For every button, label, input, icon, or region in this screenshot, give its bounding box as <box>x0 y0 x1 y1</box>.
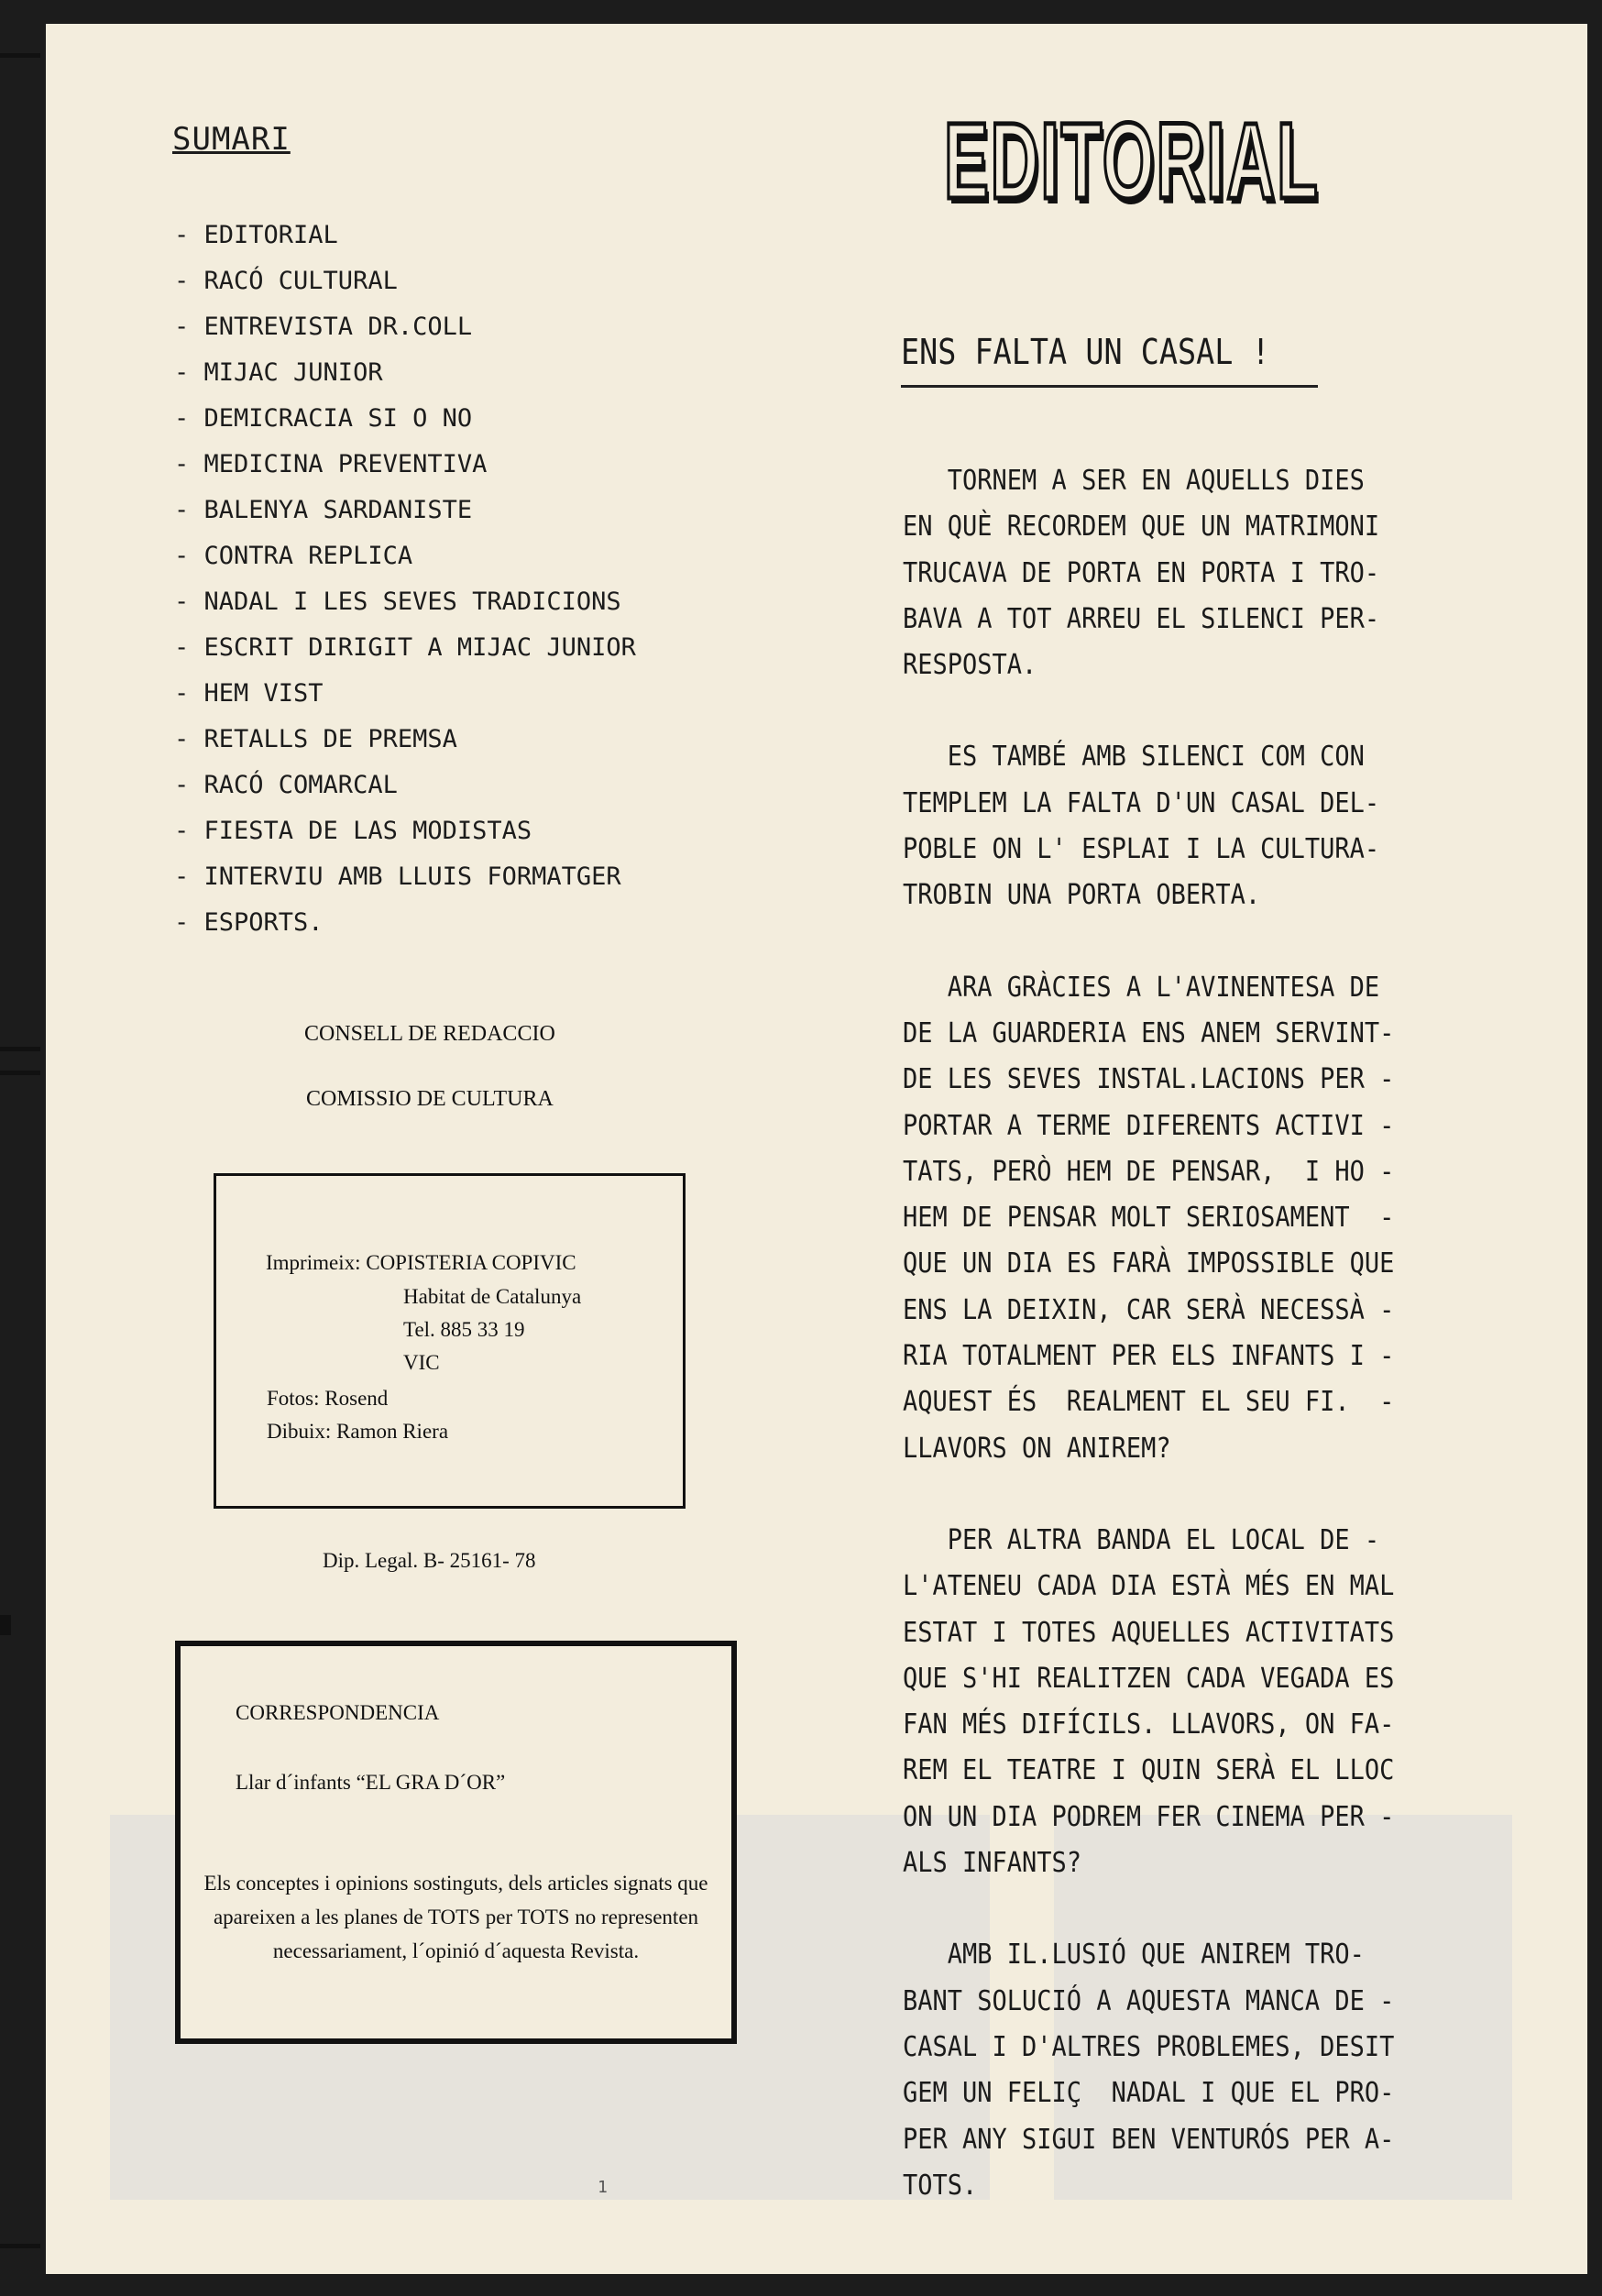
editorial-body <box>903 458 1526 2209</box>
editorial-line: ON UN DIA PODREM FER CINEMA PER - <box>903 1800 1395 1833</box>
editorial-line: TROBIN UNA PORTA OBERTA. <box>903 879 1261 912</box>
sumari-item: - CONTRA REPLICA <box>174 542 413 570</box>
imprint-city: VIC <box>403 1351 440 1374</box>
binding-mark <box>0 2244 40 2248</box>
editorial-line: TORNEM A SER EN AQUELLS DIES <box>903 465 1365 497</box>
editorial-subtitle: ENS FALTA UN CASAL ! <box>901 332 1270 372</box>
editorial-paragraph <box>903 965 1464 1472</box>
editorial-line: TATS, PERÒ HEM DE PENSAR, I HO - <box>903 1155 1395 1188</box>
editorial-line: BAVA A TOT ARREU EL SILENCI PER- <box>903 602 1380 635</box>
sumari-item: - BALENYA SARDANISTE <box>174 496 473 524</box>
sumari-list <box>174 213 636 946</box>
legal-deposit: Dip. Legal. B- 25161- 78 <box>323 1549 536 1572</box>
editorial-line: REM EL TEATRE I QUIN SERÀ EL LLOC <box>903 1754 1395 1787</box>
editorial-paragraph <box>903 1932 1464 2209</box>
sumari-item: - NADAL I LES SEVES TRADICIONS <box>174 588 621 616</box>
binding-mark <box>0 53 40 58</box>
editorial-line: FAN MÉS DIFÍCILS. LLAVORS, ON FA- <box>903 1708 1395 1741</box>
sumari-item: - RACÓ COMARCAL <box>174 771 398 799</box>
sumari-item: - INTERVIU AMB LLUIS FORMATGER <box>174 862 621 891</box>
sumari-item: - RETALLS DE PREMSA <box>174 725 457 753</box>
sumari-item: - RACÓ CULTURAL <box>174 267 398 295</box>
editorial-line: RESPOSTA. <box>903 649 1037 682</box>
sumari-item: - ESCRIT DIRIGIT A MIJAC JUNIOR <box>174 633 636 662</box>
editorial-line: TEMPLEM LA FALTA D'UN CASAL DEL- <box>903 786 1380 819</box>
sumari-item: - ESPORTS. <box>174 908 324 937</box>
page-number: 1 <box>598 2178 608 2197</box>
editorial-line: ESTAT I TOTES AQUELLES ACTIVITATS <box>903 1616 1395 1649</box>
editorial-line: GEM UN FELIÇ NADAL I QUE EL PRO- <box>903 2077 1395 2110</box>
editorial-line: DE LES SEVES INSTAL.LACIONS PER - <box>903 1063 1395 1096</box>
sumari-item: - MIJAC JUNIOR <box>174 358 383 387</box>
correspondence-box <box>175 1641 737 2044</box>
editorial-line: QUE UN DIA ES FARÀ IMPOSSIBLE QUE <box>903 1247 1395 1280</box>
editorial-line: QUE S'HI REALITZEN CADA VEGADA ES <box>903 1662 1395 1695</box>
editorial-line: PER ANY SIGUI BEN VENTURÓS PER A- <box>903 2123 1395 2156</box>
correspondence-title: CORRESPONDENCIA <box>236 1701 440 1724</box>
sumari-item: - MEDICINA PREVENTIVA <box>174 450 488 478</box>
editorial-line: BANT SOLUCIÓ A AQUESTA MANCA DE - <box>903 1984 1395 2017</box>
imprint-phone: Tel. 885 33 19 <box>403 1318 525 1341</box>
editorial-line: ARA GRÀCIES A L'AVINENTESA DE <box>903 971 1380 1004</box>
comissio-cultura: COMISSIO DE CULTURA <box>306 1087 554 1111</box>
editorial-line: TRUCAVA DE PORTA EN PORTA I TRO- <box>903 556 1380 589</box>
consell-redaccio: CONSELL DE REDACCIO <box>304 1022 555 1046</box>
editorial-paragraph <box>903 1518 1464 1886</box>
editorial-line: ALS INFANTS? <box>903 1847 1082 1880</box>
disclaimer-note: Els conceptes i opinions sostinguts, dels articles signats que apareixen a les planes de TOTS per TOTS no representen necessariament, l´opinió d´aquesta Revista. <box>203 1872 708 1962</box>
editorial-line: AQUEST ÉS REALMENT EL SEU FI. - <box>903 1386 1395 1419</box>
binding-mark <box>0 1071 40 1075</box>
editorial-line: L'ATENEU CADA DIA ESTÀ MÉS EN MAL <box>903 1570 1395 1603</box>
sumari-item: - HEM VIST <box>174 679 324 708</box>
imprint-printer: Imprimeix: COPISTERIA COPIVIC <box>266 1251 576 1274</box>
editorial-line: ENS LA DEIXIN, CAR SERÀ NECESSÀ - <box>903 1293 1395 1326</box>
binding-mark <box>0 1047 40 1051</box>
sumari-item: - FIESTA DE LAS MODISTAS <box>174 817 532 845</box>
editorial-paragraph <box>903 734 1464 918</box>
sumari-title: SUMARI <box>172 121 291 158</box>
editorial-paragraph <box>903 458 1464 688</box>
imprint-address: Habitat de Catalunya <box>403 1285 582 1308</box>
editorial-title: EDITORIAL <box>944 101 1320 222</box>
editorial-line: RIA TOTALMENT PER ELS INFANTS I - <box>903 1340 1395 1373</box>
sumari-item: - DEMICRACIA SI O NO <box>174 404 473 433</box>
editorial-line: AMB IL.LUSIÓ QUE ANIREM TRO- <box>903 1939 1365 1972</box>
correspondence-address: Llar d´infants “EL GRA D´OR” <box>236 1771 506 1794</box>
editorial-line: PORTAR A TERME DIFERENTS ACTIVI - <box>903 1109 1395 1142</box>
subtitle-underline <box>901 385 1318 388</box>
imprint-drawings: Dibuix: Ramon Riera <box>267 1420 449 1443</box>
editorial-line: LLAVORS ON ANIREM? <box>903 1432 1171 1465</box>
editorial-line: DE LA GUARDERIA ENS ANEM SERVINT- <box>903 1016 1395 1049</box>
binding-mark <box>0 1615 11 1635</box>
editorial-line: TOTS. <box>903 2169 978 2202</box>
editorial-line: POBLE ON L' ESPLAI I LA CULTURA- <box>903 833 1380 866</box>
imprint-photos: Fotos: Rosend <box>267 1387 389 1410</box>
editorial-line: ES TAMBÉ AMB SILENCI COM CON <box>903 741 1365 774</box>
editorial-line: HEM DE PENSAR MOLT SERIOSAMENT - <box>903 1202 1395 1235</box>
sumari-item: - EDITORIAL <box>174 221 338 249</box>
editorial-line: CASAL I D'ALTRES PROBLEMES, DESIT <box>903 2030 1395 2063</box>
editorial-line: EN QUÈ RECORDEM QUE UN MATRIMONI <box>903 511 1380 544</box>
imprint-box <box>214 1173 686 1509</box>
editorial-line: PER ALTRA BANDA EL LOCAL DE - <box>903 1523 1380 1556</box>
sumari-item: - ENTREVISTA DR.COLL <box>174 313 473 341</box>
